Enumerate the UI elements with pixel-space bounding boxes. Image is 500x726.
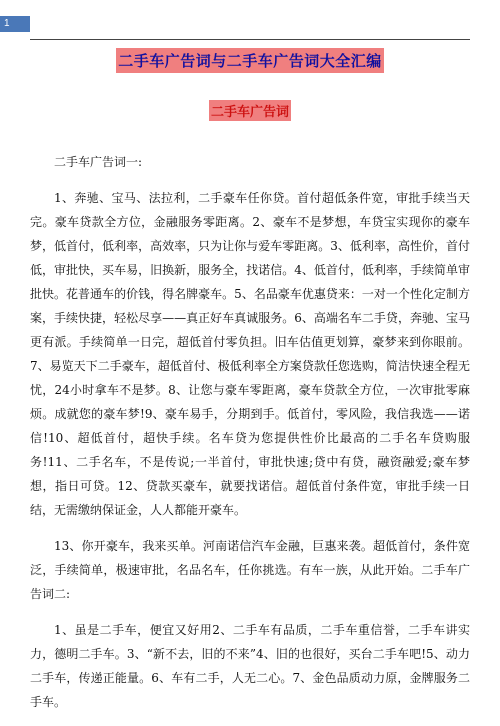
subtitle-container xyxy=(0,100,500,121)
body-paragraph-2: 13、你开豪车，我来买单。河南诺信汽车金融，巨惠来袭。超低首付，条件宽泛，手续简单，极速审批，名品名车，任你挑选。有车一族，从此开始。二手车广告词二: xyxy=(30,539,470,601)
body-paragraph-3: 1、虽是二手车，便宜又好用2、二手车有品质，二手车重信誉，二手车讲实力，德明二手车。3、“新不去，旧的不来”4、旧的也很好，买台二手车吧!5、动力二手车，传递正能量。6、车有二手，人无二心。7、金色品质动力原，金牌服务二手车。 xyxy=(30,623,470,709)
page-number-badge: 1 xyxy=(0,16,30,32)
section-heading: 二手车广告词 xyxy=(209,100,291,121)
header-rule xyxy=(30,39,470,40)
document-title: 二手车广告词与二手车广告词大全汇编 xyxy=(116,48,384,73)
section-intro: 二手车广告词一: xyxy=(54,155,143,169)
document-body xyxy=(30,150,470,726)
title-container xyxy=(0,48,500,73)
body-paragraph-1: 1、奔驰、宝马、法拉利，二手豪车任你贷。首付超低条件宽，审批手续当天完。豪车贷款全方位，金融服务零距离。2、豪车不是梦想，车贷宝实现你的豪车梦，低首付，低利率，高效率，只为让你与爱车零距离。3、低利率，高性价，首付低，审批快，买车易，旧换新，服务全，找诺信。4、低首付，低利率，手续简单审批快。花普通车的价钱，得名牌豪车。5、名品豪车优惠贷来：一对一个性化定制方案，手续快捷，轻松尽享——真正好车真诚服务。6、高端名车二手贷，奔驰、宝马更有派。手续简单一日完，超低首付零负担。旧车估值更划算，豪梦来到你眼前。7、易览天下二手豪车，超低首付、极低利率全方案贷款任您选购，简洁快速全程无忧，24小时拿车不是梦。8、让您与豪车零距离，豪车贷款全方位，一次审批零麻烦。成就您的豪车梦!9、豪车易手，分期到手。低首付，零风险，我信我选——诺信!10、超低首付，超快手续。名车贷为您提供性价比最高的二手名车贷购服务!11、二手名车，不是传说;一半首付，审批快速;贷中有贷，融资融爱;豪车梦想，指日可贷。12、贷款买豪车，就要找诺信。超低首付条件宽，审批手续一日结，无需缴纳保证金，人人都能开豪车。 xyxy=(30,191,470,517)
